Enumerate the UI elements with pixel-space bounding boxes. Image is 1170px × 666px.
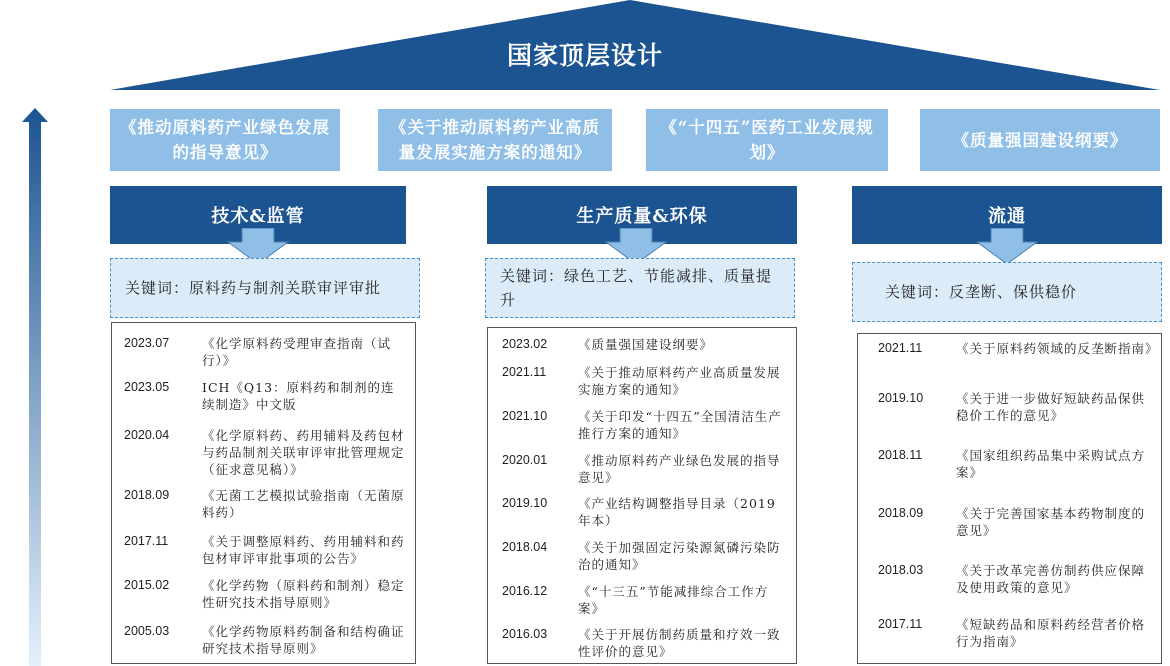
item-date: 2023.07: [124, 336, 170, 350]
item-date: 2023.02: [502, 337, 548, 351]
list-item: [858, 447, 1161, 481]
list-item: [488, 583, 796, 617]
item-date: 2023.05: [124, 380, 170, 394]
item-date: 2015.02: [124, 578, 170, 592]
list-item: [858, 616, 1161, 650]
item-date: 2018.03: [878, 563, 924, 577]
list-item: [858, 505, 1161, 539]
item-date: 2016.12: [502, 584, 548, 598]
list-item: [858, 340, 1161, 360]
item-text: 《短缺药品和原料药经营者价格行为指南》: [956, 617, 1146, 649]
down-arrow-icon: [975, 228, 1039, 264]
list-item: [112, 427, 415, 479]
item-date: 2021.11: [878, 341, 923, 355]
category-title: 生产质量&环保: [576, 206, 708, 227]
roof-title: 国家顶层设计: [506, 41, 663, 70]
item-date: 2005.03: [124, 624, 170, 638]
keyword-box-quality: [485, 258, 795, 318]
policy-list-quality: [487, 327, 797, 664]
list-item: [488, 336, 796, 356]
item-date: 2019.10: [878, 391, 924, 405]
list-item: [112, 379, 415, 413]
keyword-box-tech: [110, 258, 420, 318]
category-title: 流通: [988, 206, 1026, 227]
list-item: [112, 335, 415, 369]
item-date: 2018.11: [878, 448, 923, 462]
item-text: 《推动原料药产业绿色发展的指导意见》: [578, 453, 781, 485]
item-date: 2020.04: [124, 428, 170, 442]
policy-list-distribution: [857, 333, 1162, 664]
list-item: [112, 533, 415, 567]
list-item: [488, 408, 796, 442]
item-text: 《关于加强固定污染源氮磷污染防治的通知》: [578, 540, 781, 572]
item-date: 2019.10: [502, 496, 548, 510]
item-text: 《关于完善国家基本药物制度的意见》: [956, 506, 1146, 538]
item-text: 《关于原料药领域的反垄断指南》: [956, 341, 1159, 356]
item-date: 2021.10: [502, 409, 548, 423]
item-date: 2018.09: [124, 488, 170, 502]
list-item: [112, 623, 415, 657]
item-date: 2020.01: [502, 453, 548, 467]
list-item: [112, 577, 415, 611]
item-text: 《产业结构调整指导目录（2019年本）: [578, 496, 776, 528]
item-text: 《关于改革完善仿制药供应保障及使用政策的意见》: [956, 563, 1146, 595]
item-text: 《关于调整原料药、药用辅料和药包材审评审批事项的公告》: [202, 534, 405, 566]
item-text: 《质量强国建设纲要》: [578, 337, 714, 352]
category-title: 技术&监管: [211, 206, 305, 227]
item-date: 2018.04: [502, 540, 548, 554]
keyword-box-distribution: [852, 262, 1162, 322]
policy-box-1: 《推动原料药产业绿色发展的指导意见》: [110, 109, 340, 171]
item-text: 《化学原料药受理审查指南（试行）》: [202, 336, 392, 368]
keyword-text: 关键词：绿色工艺、节能减排、质量提升: [500, 267, 773, 309]
item-date: 2021.11: [502, 365, 547, 379]
item-date: 2018.09: [878, 506, 924, 520]
list-item: [488, 539, 796, 573]
item-text: 《化学药物（原料药和制剂）稳定性研究技术指导原则》: [202, 578, 405, 610]
item-date: 2017.11: [124, 534, 169, 548]
list-item: [112, 487, 415, 521]
item-text: 《关于推动原料药产业高质量发展实施方案的通知》: [578, 365, 781, 397]
list-item: [858, 390, 1161, 424]
policy-box-2: 《关于推动原料药产业高质量发展实施方案的通知》: [378, 109, 612, 171]
item-date: 2017.11: [878, 617, 923, 631]
item-text: 《关于印发“十四五”全国清洁生产推行方案的通知》: [578, 409, 782, 441]
item-text: 《无菌工艺模拟试验指南（无菌原料药）: [202, 488, 405, 520]
list-item: [488, 626, 796, 660]
keyword-text: 关键词：原料药与制剂关联审评审批: [125, 279, 382, 297]
list-item: [858, 562, 1161, 596]
item-text: 《关于开展仿制药质量和疗效一致性评价的意见》: [578, 627, 781, 659]
list-item: [488, 364, 796, 398]
keyword-text: 关键词：反垄断、保供稳价: [885, 283, 1078, 301]
item-text: 《国家组织药品集中采购试点方案》: [956, 448, 1146, 480]
item-text: ICH《Q13：原料药和制剂的连续制造》中文版: [202, 380, 395, 412]
list-item: [488, 452, 796, 486]
item-text: 《化学药物原料药制备和结构确证研究技术指导原则》: [202, 624, 405, 656]
item-text: 《关于进一步做好短缺药品保供稳价工作的意见》: [956, 391, 1146, 423]
item-text: 《化学原料药、药用辅料及药包材与药品制剂关联审评审批管理规定（征求意见稿）》: [202, 428, 405, 477]
item-text: 《“十三五”节能减排综合工作方案》: [578, 584, 769, 616]
vertical-arrow-icon: [22, 108, 48, 666]
list-item: [488, 495, 796, 529]
policy-box-4: 《质量强国建设纲要》: [920, 109, 1160, 171]
policy-box-3: 《“十四五”医药工业发展规划》: [646, 109, 888, 171]
policy-list-tech: [111, 322, 416, 664]
item-date: 2016.03: [502, 627, 548, 641]
